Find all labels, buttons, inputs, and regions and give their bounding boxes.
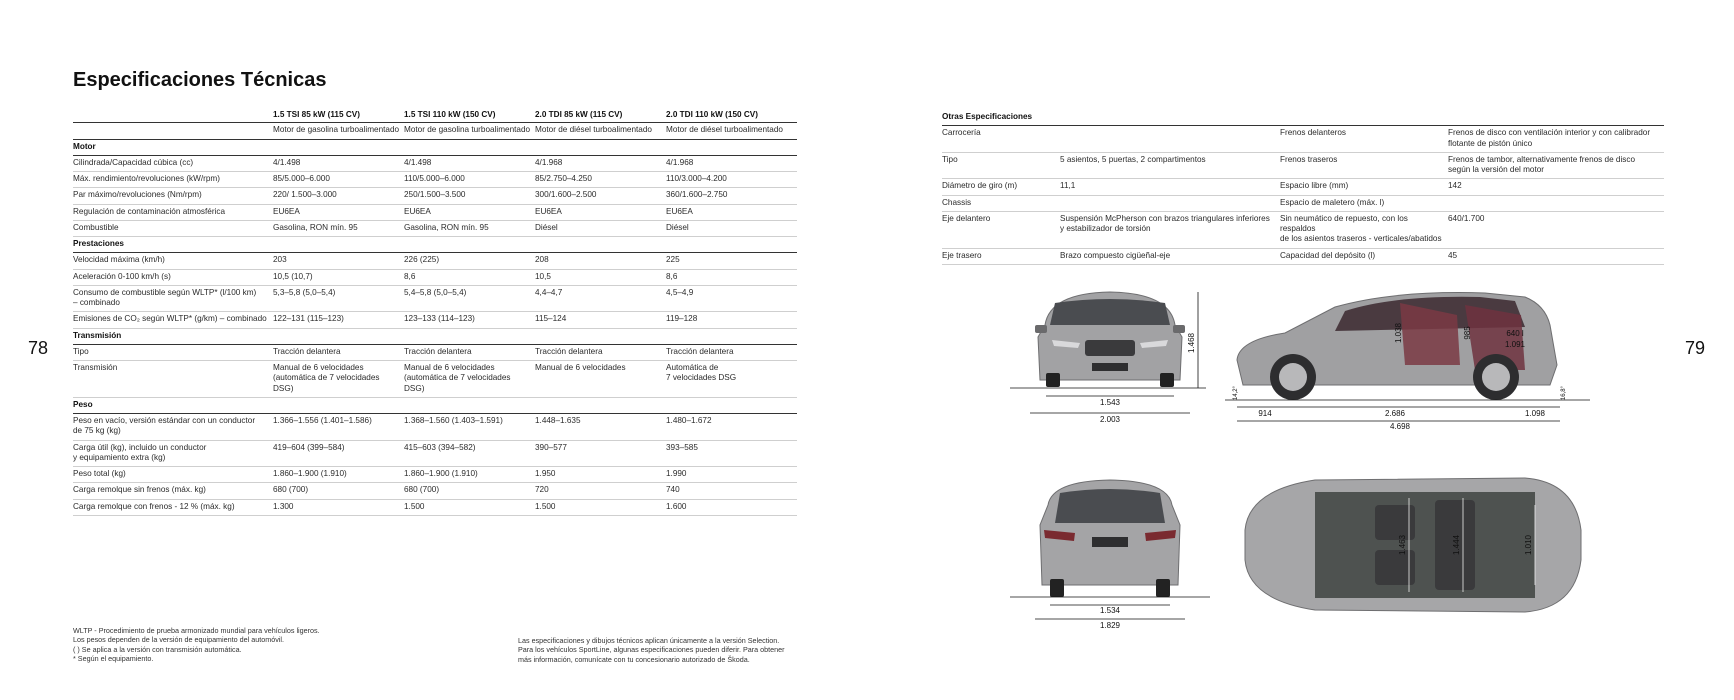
spec-row-value: 360/1.600–2.750 bbox=[666, 188, 797, 204]
spec-row-value: 1.300 bbox=[273, 499, 404, 515]
other-spec-a-label: Chassis bbox=[942, 195, 1060, 211]
spec-row-value: EU6EA bbox=[404, 204, 535, 220]
page-number-right: 79 bbox=[1685, 338, 1706, 358]
spec-row-value: 1.860–1.900 (1.910) bbox=[273, 467, 404, 483]
spec-row-value: 5,3–5,8 (5,0–5,4) bbox=[273, 285, 404, 312]
spec-row-value: 4/1.498 bbox=[404, 155, 535, 171]
spec-row-value: 8,6 bbox=[666, 269, 797, 285]
dim-head-front: 1.038 bbox=[1394, 322, 1403, 344]
dim-length: 4.698 bbox=[1389, 422, 1411, 430]
dim-wheelbase: 2.686 bbox=[1384, 409, 1406, 418]
spec-row-label: Peso total (kg) bbox=[73, 467, 273, 483]
spec-row-value: Tracción delantera bbox=[273, 344, 404, 360]
spec-row-value: 4/1.968 bbox=[666, 155, 797, 171]
spec-row-value: 4,4–4,7 bbox=[535, 285, 666, 312]
other-spec-row bbox=[942, 126, 1664, 153]
spec-row-value: 10,5 (10,7) bbox=[273, 269, 404, 285]
dim-head-rear: 985 bbox=[1463, 326, 1472, 340]
spec-row-label: Máx. rendimiento/revoluciones (kW/rpm) bbox=[73, 172, 273, 188]
spec-row-label: Carga útil (kg), incluido un conductor y equipamiento extra (kg) bbox=[73, 440, 273, 467]
spec-row-value: EU6EA bbox=[535, 204, 666, 220]
spec-row-value: 720 bbox=[535, 483, 666, 499]
engine-type-label: Motor de diésel turboalimentado bbox=[535, 123, 666, 139]
spec-row-value: 208 bbox=[535, 253, 666, 269]
spec-row bbox=[73, 269, 797, 285]
spec-row-label: Consumo de combustible según WLTP* (l/100 km) – combinado bbox=[73, 285, 273, 312]
other-spec-a-value bbox=[1060, 126, 1280, 153]
spec-row bbox=[73, 312, 797, 328]
spec-row-label: Par máximo/revoluciones (Nm/rpm) bbox=[73, 188, 273, 204]
spec-row-value: 85/2.750–4.250 bbox=[535, 172, 666, 188]
spec-table bbox=[73, 108, 797, 516]
front-car-shape bbox=[1035, 292, 1185, 387]
spec-row-value: 393–585 bbox=[666, 440, 797, 467]
dim-overhang-rear: 1.098 bbox=[1524, 409, 1546, 418]
dim-boot-2: 1.091 bbox=[1504, 340, 1526, 349]
spec-row-value: 203 bbox=[273, 253, 404, 269]
spec-row-value: Tracción delantera bbox=[535, 344, 666, 360]
dim-rear-width: 1.829 bbox=[1099, 621, 1121, 630]
spec-row-value: Manual de 6 velocidades (automática de 7 velocidades DSG) bbox=[404, 361, 535, 398]
spec-row-value: 390–577 bbox=[535, 440, 666, 467]
other-spec-b-value: Frenos de disco con ventilación interior y con calibrador flotante de pistón único bbox=[1448, 126, 1664, 153]
dim-angle-front: 14,2° bbox=[1233, 385, 1239, 401]
spec-row-value: 740 bbox=[666, 483, 797, 499]
spec-row-value: 4/1.968 bbox=[535, 155, 666, 171]
spec-section-title: Peso bbox=[73, 397, 797, 413]
spec-row-value: Manual de 6 velocidades bbox=[535, 361, 666, 398]
spec-row-value: 419–604 (399–584) bbox=[273, 440, 404, 467]
other-spec-b-value: 45 bbox=[1448, 248, 1664, 264]
spec-row bbox=[73, 440, 797, 467]
spec-subheader-empty bbox=[73, 123, 273, 139]
engine-column-header: 1.5 TSI 110 kW (150 CV) bbox=[404, 108, 535, 123]
dim-rear-track: 1.534 bbox=[1099, 606, 1121, 615]
other-spec-b-label: Capacidad del depósito (l) bbox=[1280, 248, 1448, 264]
spec-row-value: Tracción delantera bbox=[666, 344, 797, 360]
spec-section-title: Motor bbox=[73, 139, 797, 155]
front-view-diagram bbox=[1010, 285, 1210, 425]
dim-angle-rear: 16,8° bbox=[1561, 385, 1567, 401]
spec-row-label: Emisiones de CO₂ según WLTP* (g/km) – combinado bbox=[73, 312, 273, 328]
spec-row-value: 8,6 bbox=[404, 269, 535, 285]
spec-row-label: Carga remolque con frenos - 12 % (máx. kg) bbox=[73, 499, 273, 515]
spec-row-value: EU6EA bbox=[273, 204, 404, 220]
spec-row bbox=[73, 253, 797, 269]
engine-column-header: 2.0 TDI 85 kW (115 CV) bbox=[535, 108, 666, 123]
top-view-diagram bbox=[1235, 470, 1585, 620]
spec-row-value: Diésel bbox=[666, 220, 797, 236]
other-spec-row bbox=[942, 211, 1664, 248]
other-spec-a-value: 5 asientos, 5 puertas, 2 compartimentos bbox=[1060, 152, 1280, 179]
spec-row-value: 1.600 bbox=[666, 499, 797, 515]
other-spec-a-label: Tipo bbox=[942, 152, 1060, 179]
rear-car-shape bbox=[1040, 480, 1180, 597]
other-spec-a-label: Eje trasero bbox=[942, 248, 1060, 264]
spec-row-value: 1.500 bbox=[404, 499, 535, 515]
dim-front-track: 1.543 bbox=[1099, 398, 1121, 407]
spec-subheader-row bbox=[73, 123, 797, 139]
spec-row-value: 110/3.000–4.200 bbox=[666, 172, 797, 188]
spec-row bbox=[73, 285, 797, 312]
spec-row-value: 122–131 (115–123) bbox=[273, 312, 404, 328]
spec-row-value: 225 bbox=[666, 253, 797, 269]
spec-row bbox=[73, 220, 797, 236]
spec-row-label: Regulación de contaminación atmosférica bbox=[73, 204, 273, 220]
spec-row bbox=[73, 172, 797, 188]
other-spec-b-value bbox=[1448, 195, 1664, 211]
spec-row bbox=[73, 204, 797, 220]
other-spec-row bbox=[942, 179, 1664, 195]
dim-height: 1.468 bbox=[1187, 332, 1196, 354]
spec-row-value: Automática de 7 velocidades DSG bbox=[666, 361, 797, 398]
spec-row-value: 1.950 bbox=[535, 467, 666, 483]
spec-row-value: 1.990 bbox=[666, 467, 797, 483]
other-spec-a-value: Brazo compuesto cigüeñal-eje bbox=[1060, 248, 1280, 264]
spec-section-row bbox=[73, 328, 797, 344]
dim-interior-1: 1.463 bbox=[1398, 534, 1407, 556]
spec-header-empty bbox=[73, 108, 273, 123]
rear-view-diagram bbox=[1010, 475, 1210, 630]
page-number-left: 78 bbox=[28, 338, 49, 358]
spec-row bbox=[73, 361, 797, 398]
spec-row-value: 1.480–1.672 bbox=[666, 414, 797, 441]
side-view-diagram bbox=[1225, 285, 1595, 430]
spec-row-label: Aceleración 0-100 km/h (s) bbox=[73, 269, 273, 285]
spec-row-value: 1.366–1.556 (1.401–1.586) bbox=[273, 414, 404, 441]
other-spec-row bbox=[942, 195, 1664, 211]
other-spec-row bbox=[942, 248, 1664, 264]
spec-row-value: 415–603 (394–582) bbox=[404, 440, 535, 467]
engine-type-label: Motor de diésel turboalimentado bbox=[666, 123, 797, 139]
spec-row-value: 5,4–5,8 (5,0–5,4) bbox=[404, 285, 535, 312]
dim-front-width: 2.003 bbox=[1099, 415, 1121, 424]
spec-row-value: Manual de 6 velocidades (automática de 7 velocidades DSG) bbox=[273, 361, 404, 398]
other-spec-a-label: Diámetro de giro (m) bbox=[942, 179, 1060, 195]
spec-row bbox=[73, 414, 797, 441]
spec-row-value: 4,5–4,9 bbox=[666, 285, 797, 312]
spec-row-value: 85/5.000–6.000 bbox=[273, 172, 404, 188]
spec-row-value: 119–128 bbox=[666, 312, 797, 328]
spec-row-value: 1.448–1.635 bbox=[535, 414, 666, 441]
spec-row-value: 226 (225) bbox=[404, 253, 535, 269]
spec-row bbox=[73, 467, 797, 483]
other-spec-b-value: 142 bbox=[1448, 179, 1664, 195]
footnote-left: WLTP - Procedimiento de prueba armonizado mundial para vehículos ligeros. Los pesos dependen de la versión de equipamiento del automóvil. ( ) Se aplica a la versión con transmisión automática. * Según el equipamiento. bbox=[73, 626, 320, 664]
spec-row-value: 680 (700) bbox=[404, 483, 535, 499]
other-spec-b-label: Espacio de maletero (máx. l) bbox=[1280, 195, 1448, 211]
engine-type-label: Motor de gasolina turboalimentado bbox=[273, 123, 404, 139]
spec-row-value: 300/1.600–2.500 bbox=[535, 188, 666, 204]
spec-row-value: EU6EA bbox=[666, 204, 797, 220]
spec-row-value: 123–133 (114–123) bbox=[404, 312, 535, 328]
spec-row-value: 110/5.000–6.000 bbox=[404, 172, 535, 188]
spec-row-label: Cilindrada/Capacidad cúbica (cc) bbox=[73, 155, 273, 171]
footnote-right: Las especificaciones y dibujos técnicos aplican únicamente a la versión Selection. Para los vehículos SportLine, algunas especificaciones pueden diferir. Para obtener más información, comunícate con tu concesionario autorizado de Škoda. bbox=[518, 636, 785, 664]
spec-row-label: Tipo bbox=[73, 344, 273, 360]
spec-section-row bbox=[73, 139, 797, 155]
dim-interior-2: 1.444 bbox=[1452, 534, 1461, 556]
spec-row-label: Peso en vacío, versión estándar con un conductor de 75 kg (kg) bbox=[73, 414, 273, 441]
spec-row-value: 1.368–1.560 (1.403–1.591) bbox=[404, 414, 535, 441]
spec-row-value: Diésel bbox=[535, 220, 666, 236]
dim-boot-1: 640 l bbox=[1506, 329, 1524, 338]
spec-row-value: 250/1.500–3.500 bbox=[404, 188, 535, 204]
spec-row-label: Transmisión bbox=[73, 361, 273, 398]
spec-row-value: 10,5 bbox=[535, 269, 666, 285]
other-specs-title: Otras Especificaciones bbox=[942, 110, 1664, 126]
spec-row bbox=[73, 483, 797, 499]
other-spec-b-label: Sin neumático de repuesto, con los respaldos de los asientos traseros - verticales/abatidos bbox=[1280, 211, 1448, 248]
other-spec-a-value bbox=[1060, 195, 1280, 211]
other-spec-a-value: Suspensión McPherson con brazos triangulares inferiores y estabilizador de torsión bbox=[1060, 211, 1280, 248]
spec-section-row bbox=[73, 397, 797, 413]
spec-row-value: Gasolina, RON mín. 95 bbox=[404, 220, 535, 236]
other-spec-b-label: Frenos traseros bbox=[1280, 152, 1448, 179]
spec-row bbox=[73, 188, 797, 204]
spec-row bbox=[73, 344, 797, 360]
engine-column-header: 2.0 TDI 110 kW (150 CV) bbox=[666, 108, 797, 123]
spec-header-row bbox=[73, 108, 797, 123]
other-spec-a-label: Carrocería bbox=[942, 126, 1060, 153]
dim-interior-3: 1.010 bbox=[1524, 534, 1533, 556]
other-spec-a-label: Eje delantero bbox=[942, 211, 1060, 248]
other-spec-b-value: Frenos de tambor, alternativamente frenos de disco según la versión del motor bbox=[1448, 152, 1664, 179]
other-spec-b-label: Frenos delanteros bbox=[1280, 126, 1448, 153]
page-title: Especificaciones Técnicas bbox=[73, 69, 327, 91]
spec-row-value: 1.860–1.900 (1.910) bbox=[404, 467, 535, 483]
spec-row bbox=[73, 499, 797, 515]
spec-section-row bbox=[73, 237, 797, 253]
other-spec-row bbox=[942, 152, 1664, 179]
spec-row-value: 680 (700) bbox=[273, 483, 404, 499]
other-specs-table bbox=[942, 110, 1664, 265]
spec-row-value: Gasolina, RON mín. 95 bbox=[273, 220, 404, 236]
spec-row-value: 4/1.498 bbox=[273, 155, 404, 171]
other-spec-b-label: Espacio libre (mm) bbox=[1280, 179, 1448, 195]
engine-type-label: Motor de gasolina turboalimentado bbox=[404, 123, 535, 139]
spec-section-title: Prestaciones bbox=[73, 237, 797, 253]
other-spec-a-value: 11,1 bbox=[1060, 179, 1280, 195]
spec-row-value: 220/ 1.500–3.000 bbox=[273, 188, 404, 204]
spec-row-label: Carga remolque sin frenos (máx. kg) bbox=[73, 483, 273, 499]
other-spec-b-value: 640/1.700 bbox=[1448, 211, 1664, 248]
spec-section-title: Transmisión bbox=[73, 328, 797, 344]
engine-column-header: 1.5 TSI 85 kW (115 CV) bbox=[273, 108, 404, 123]
spec-row-value: Tracción delantera bbox=[404, 344, 535, 360]
dim-overhang-front: 914 bbox=[1258, 409, 1272, 418]
spec-row-value: 115–124 bbox=[535, 312, 666, 328]
spec-row-value: 1.500 bbox=[535, 499, 666, 515]
spec-row bbox=[73, 155, 797, 171]
spec-row-label: Velocidad máxima (km/h) bbox=[73, 253, 273, 269]
spec-row-label: Combustible bbox=[73, 220, 273, 236]
